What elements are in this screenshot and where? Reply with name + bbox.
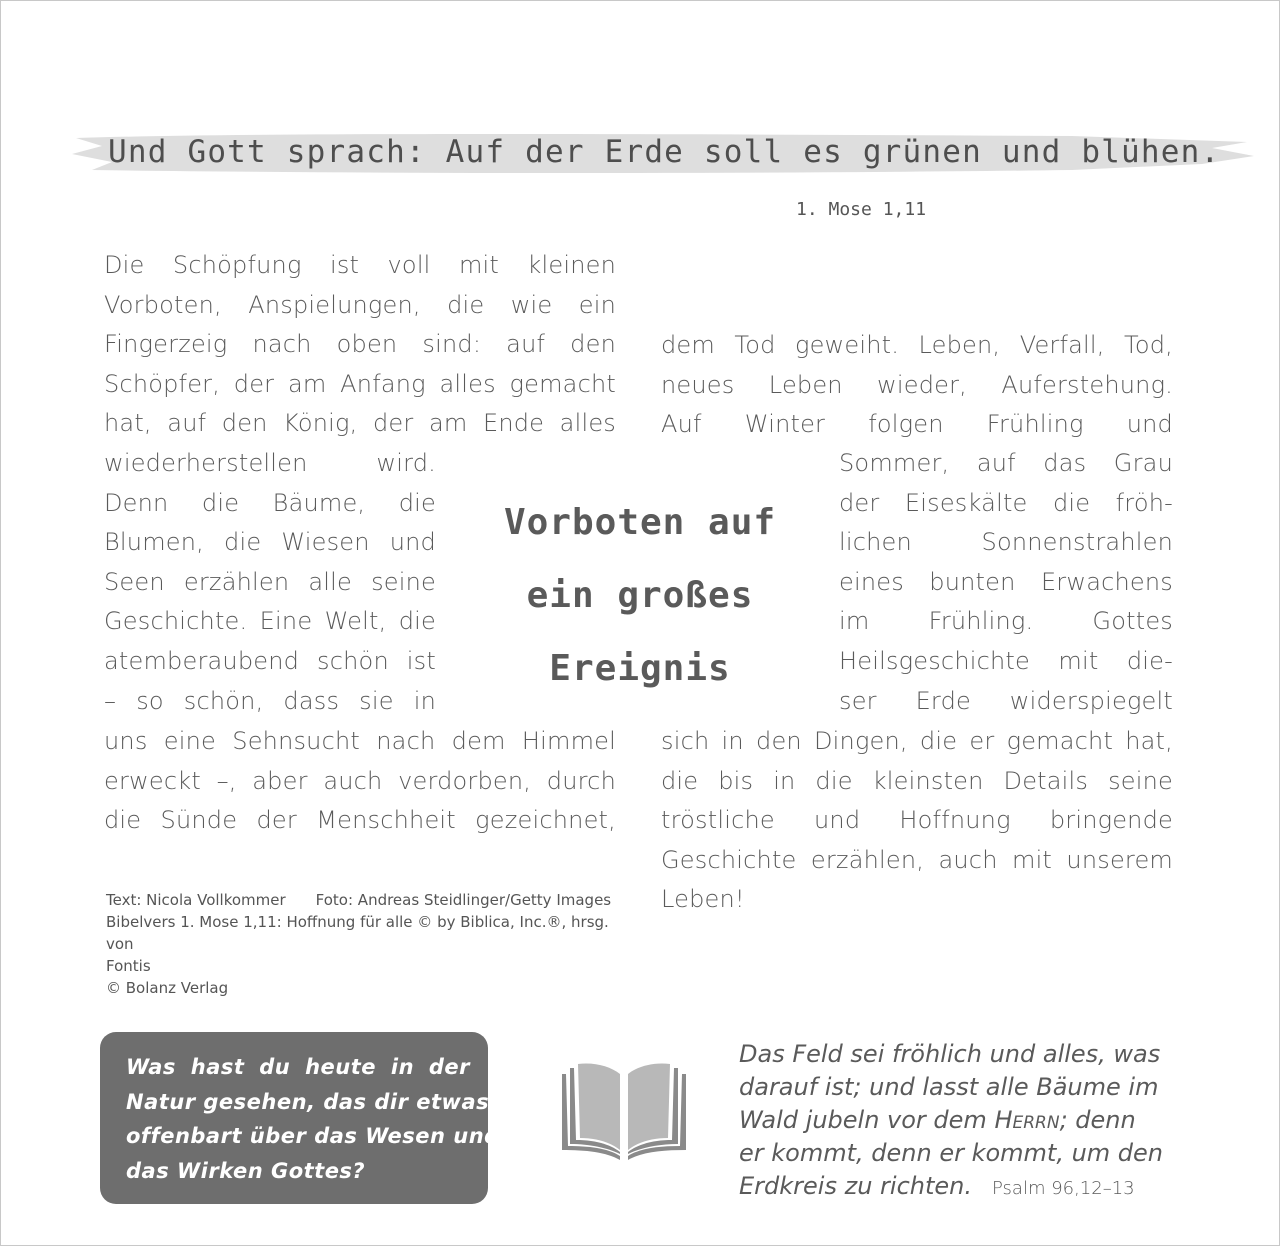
text-line: Auf Winter folgen Frühling und: [661, 410, 1173, 439]
psalm-line: Das Feld sei fröhlich und alles, was: [739, 1040, 1161, 1068]
verse-reference: 1. Mose 1,11: [796, 199, 927, 220]
text-line: tröstliche und Hoffnung bringende: [661, 806, 1173, 835]
credit-bible-line: Bibelvers 1. Mose 1,11: Hoffnung für alle © by Biblica, Inc.®, hrsg. von: [106, 913, 609, 953]
right-column-top: [661, 326, 1173, 445]
text-line: im Frühling. Gottes: [839, 607, 1173, 636]
question-line: offenbart über das Wesen und: [126, 1124, 500, 1148]
text-line: die bis in die kleinsten Details seine: [661, 766, 1173, 795]
text-line: erweckt –, aber auch verdorben, durch: [104, 766, 616, 795]
credit-publisher: © Bolanz Verlag: [106, 979, 229, 997]
psalm-text: Wald jubeln vor dem: [739, 1106, 995, 1134]
question-line: Natur gesehen, das dir etwas: [126, 1089, 490, 1114]
heading-line: ein großes: [526, 575, 754, 616]
psalm-reference: Psalm 96,12–13: [992, 1178, 1135, 1199]
left-column-bottom: [104, 722, 616, 841]
verse-title: Und Gott sprach: Auf der Erde soll es grünen und blühen.: [108, 134, 1221, 170]
text-line: hat, auf den König, der am Ende alles: [104, 409, 616, 438]
text-line: die Sünde der Menschheit gezeichnet,: [104, 806, 616, 835]
text-line: der Eiseskälte die fröh-: [839, 488, 1173, 517]
question-line: Was hast du heute in der: [126, 1055, 470, 1079]
text-line: Geschichte erzählen, auch mit unserem: [661, 845, 1173, 874]
psalm-text: ; denn: [1059, 1106, 1136, 1134]
text-line: uns eine Sehnsucht nach dem Himmel: [104, 727, 616, 755]
credits: [106, 889, 636, 999]
text-line: Heilsgeschichte mit die-: [839, 646, 1173, 675]
heading-line: Vorboten auf: [503, 502, 777, 543]
question-box: [100, 1032, 500, 1204]
psalm-line: er kommt, denn er kommt, um den: [739, 1139, 1164, 1167]
question-line: das Wirken Gottes?: [126, 1158, 366, 1183]
text-line: – so schön, dass sie in: [104, 686, 436, 715]
text-line: atemberaubend schön ist: [104, 646, 436, 675]
psalm-text: Erdkreis zu richten.: [739, 1172, 972, 1200]
text-line: eines bunten Erwachens: [839, 567, 1173, 596]
text-line: lichen Sonnenstrahlen: [839, 528, 1173, 557]
right-column-narrow: [839, 444, 1173, 721]
text-line: Sommer, auf das Grau: [839, 449, 1173, 477]
open-book-icon: [558, 1060, 690, 1160]
psalm-line: [739, 1170, 1169, 1205]
left-column-top: [104, 246, 616, 444]
text-line: dem Tod geweiht. Leben, Verfall, Tod,: [661, 331, 1173, 359]
text-line: Vorboten, Anspielungen, die wie ein: [104, 290, 616, 319]
text-line: Leben!: [661, 885, 745, 914]
psalm-lord: Herrn: [994, 1106, 1060, 1134]
text-line: Seen erzählen alle seine: [104, 567, 436, 596]
psalm-quote: [739, 1038, 1169, 1205]
text-line: Geschichte. Eine Welt, die: [104, 607, 436, 636]
text-line: Denn die Bäume, die: [104, 488, 436, 517]
credit-bible-line: Fontis: [106, 957, 151, 975]
credit-text-author: Text: Nicola Vollkommer: [106, 891, 286, 909]
text-line: Blumen, die Wiesen und: [104, 528, 436, 557]
text-line: sich in den Dingen, die er gemacht hat,: [661, 727, 1173, 755]
right-column-bottom: [661, 722, 1173, 920]
text-line: neues Leben wieder, Auferstehung.: [661, 370, 1173, 399]
psalm-line: darauf ist; und lasst alle Bäume im: [739, 1073, 1159, 1101]
left-column-narrow: [104, 444, 436, 721]
credit-photo: Foto: Andreas Steidlinger/Getty Images: [315, 891, 612, 909]
psalm-line: [739, 1104, 1169, 1137]
text-line: wiederherstellen wird.: [104, 449, 436, 477]
text-line: Fingerzeig nach oben sind: auf den: [104, 330, 616, 359]
text-line: Schöpfer, der am Anfang alles gemacht: [104, 369, 616, 398]
text-line: ser Erde widerspiegelt: [839, 686, 1173, 715]
text-line: Die Schöpfung ist voll mit kleinen: [104, 251, 616, 279]
center-heading: [470, 486, 810, 705]
heading-line: Ereignis: [549, 648, 731, 689]
